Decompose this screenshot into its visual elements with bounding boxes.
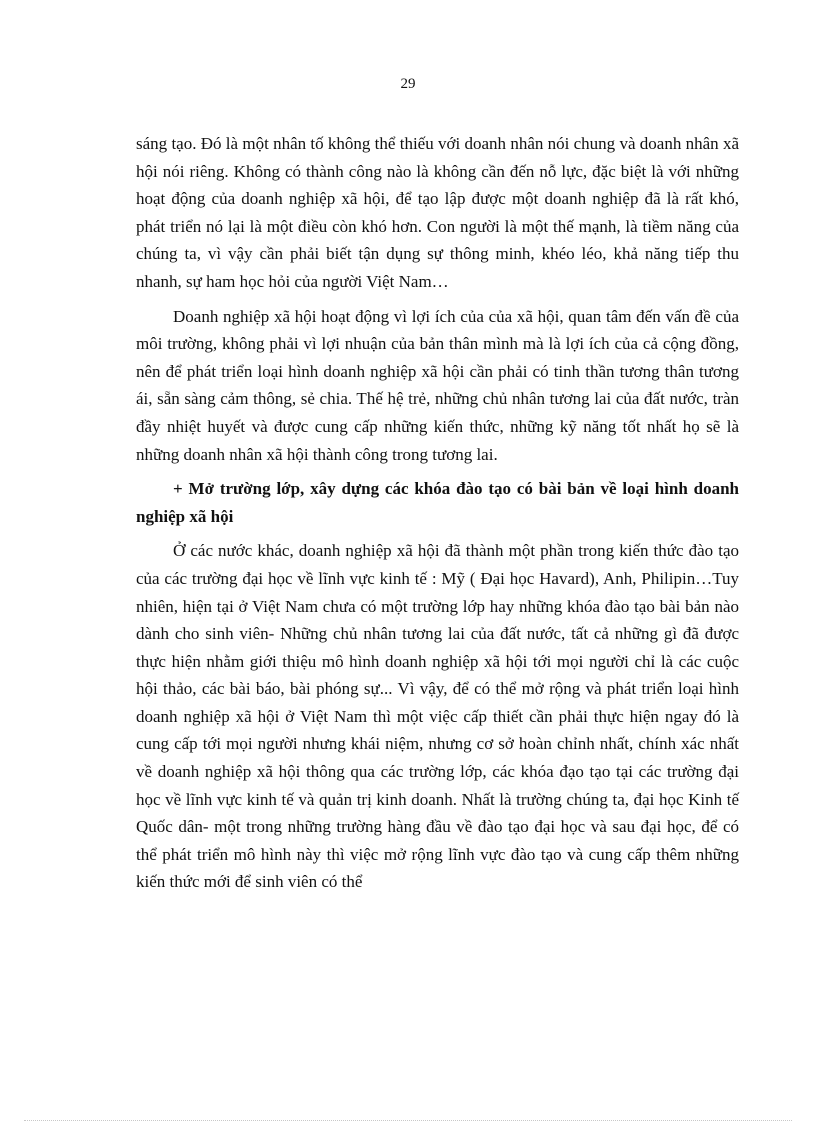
page-number: 29 [400, 76, 416, 92]
paragraph-training-courses: Ở các nước khác, doanh nghiệp xã hội đã thành một phần trong kiến thức đào tạo của các trường đại học về lĩnh vực kinh tế : Mỹ ( Đại học Havard), Anh, Philipin…Tuy nhiên, hiện tại ở Việt Nam chưa có một trường lớp hay những khóa đào tạo bài bản nào dành cho sinh viên- Những chủ nhân tương lai của đất nước, tất cả những gì đã được thực hiện nhằm giới thiệu mô hình doanh nghiệp xã hội tới mọi người chỉ là các cuộc hội thảo, các bài báo, bài phóng sự... Vì vậy, để có thể mở rộng và phát triển loại hình doanh nghiệp xã hội ở Việt Nam thì một việc cấp thiết cần phải thực hiện ngay đó là cung cấp tới mọi người nhưng khái niệm, nhưng cơ sở hoàn chỉnh nhất, chính xác nhất về doanh nghiệp xã hội thông qua các trường lớp, các khóa đạo tạo tại các trường đại học về lĩnh vực kinh tế và quản trị kinh doanh. Nhất là trường chúng ta, đại học Kinh tế Quốc dân- một trong những trường hàng đầu về đào tạo đại học và sau đại học, để có thể phát triển mô hình này thì việc mở rộng lĩnh vực đào tạo và cung cấp thêm những kiến thức mới để sinh viên có thể [136, 541, 739, 892]
document-body [136, 130, 739, 903]
page-bottom-rule [24, 1120, 792, 1121]
paragraph-social-enterprise-benefit: Doanh nghiệp xã hội hoạt động vì lợi ích của của xã hội, quan tâm đến vấn đề của môi trường, không phải vì lợi nhuận của bản thân mình mà là lợi ích của cả cộng đồng, nên để phát triển loại hình doanh nghiệp xã hội cần phải có tinh thần tương thân tương ái, sẵn sàng cảm thông, sẻ chia. Thế hệ trẻ, những chủ nhân tương lai của đất nước, tràn đầy nhiệt huyết và được cung cấp những kiến thức, những kỹ năng tốt nhất họ sẽ là những doanh nhân xã hội thành công trong tương lai. [136, 306, 739, 464]
paragraph-continuation: sáng tạo. Đó là một nhân tố không thể thiếu với doanh nhân nói chung và doanh nhân xã hội nói riêng. Không có thành công nào là không cần đến nỗ lực, đặc biệt là với những hoạt động của doanh nghiệp xã hội, để tạo lập được một doanh nghiệp đã là rất khó, phát triển nó lại là một điều còn khó hơn. Con người là một thế mạnh, là tiềm năng của chúng ta, vì vậy cần phải biết tận dụng sự thông minh, khéo léo, khả năng tiếp thu nhanh, sự ham học hỏi của người Việt Nam… [136, 134, 739, 291]
section-heading-training: + Mở trường lớp, xây dựng các khóa đào tạo có bài bản về loại hình doanh nghiệp xã hội [136, 479, 739, 526]
